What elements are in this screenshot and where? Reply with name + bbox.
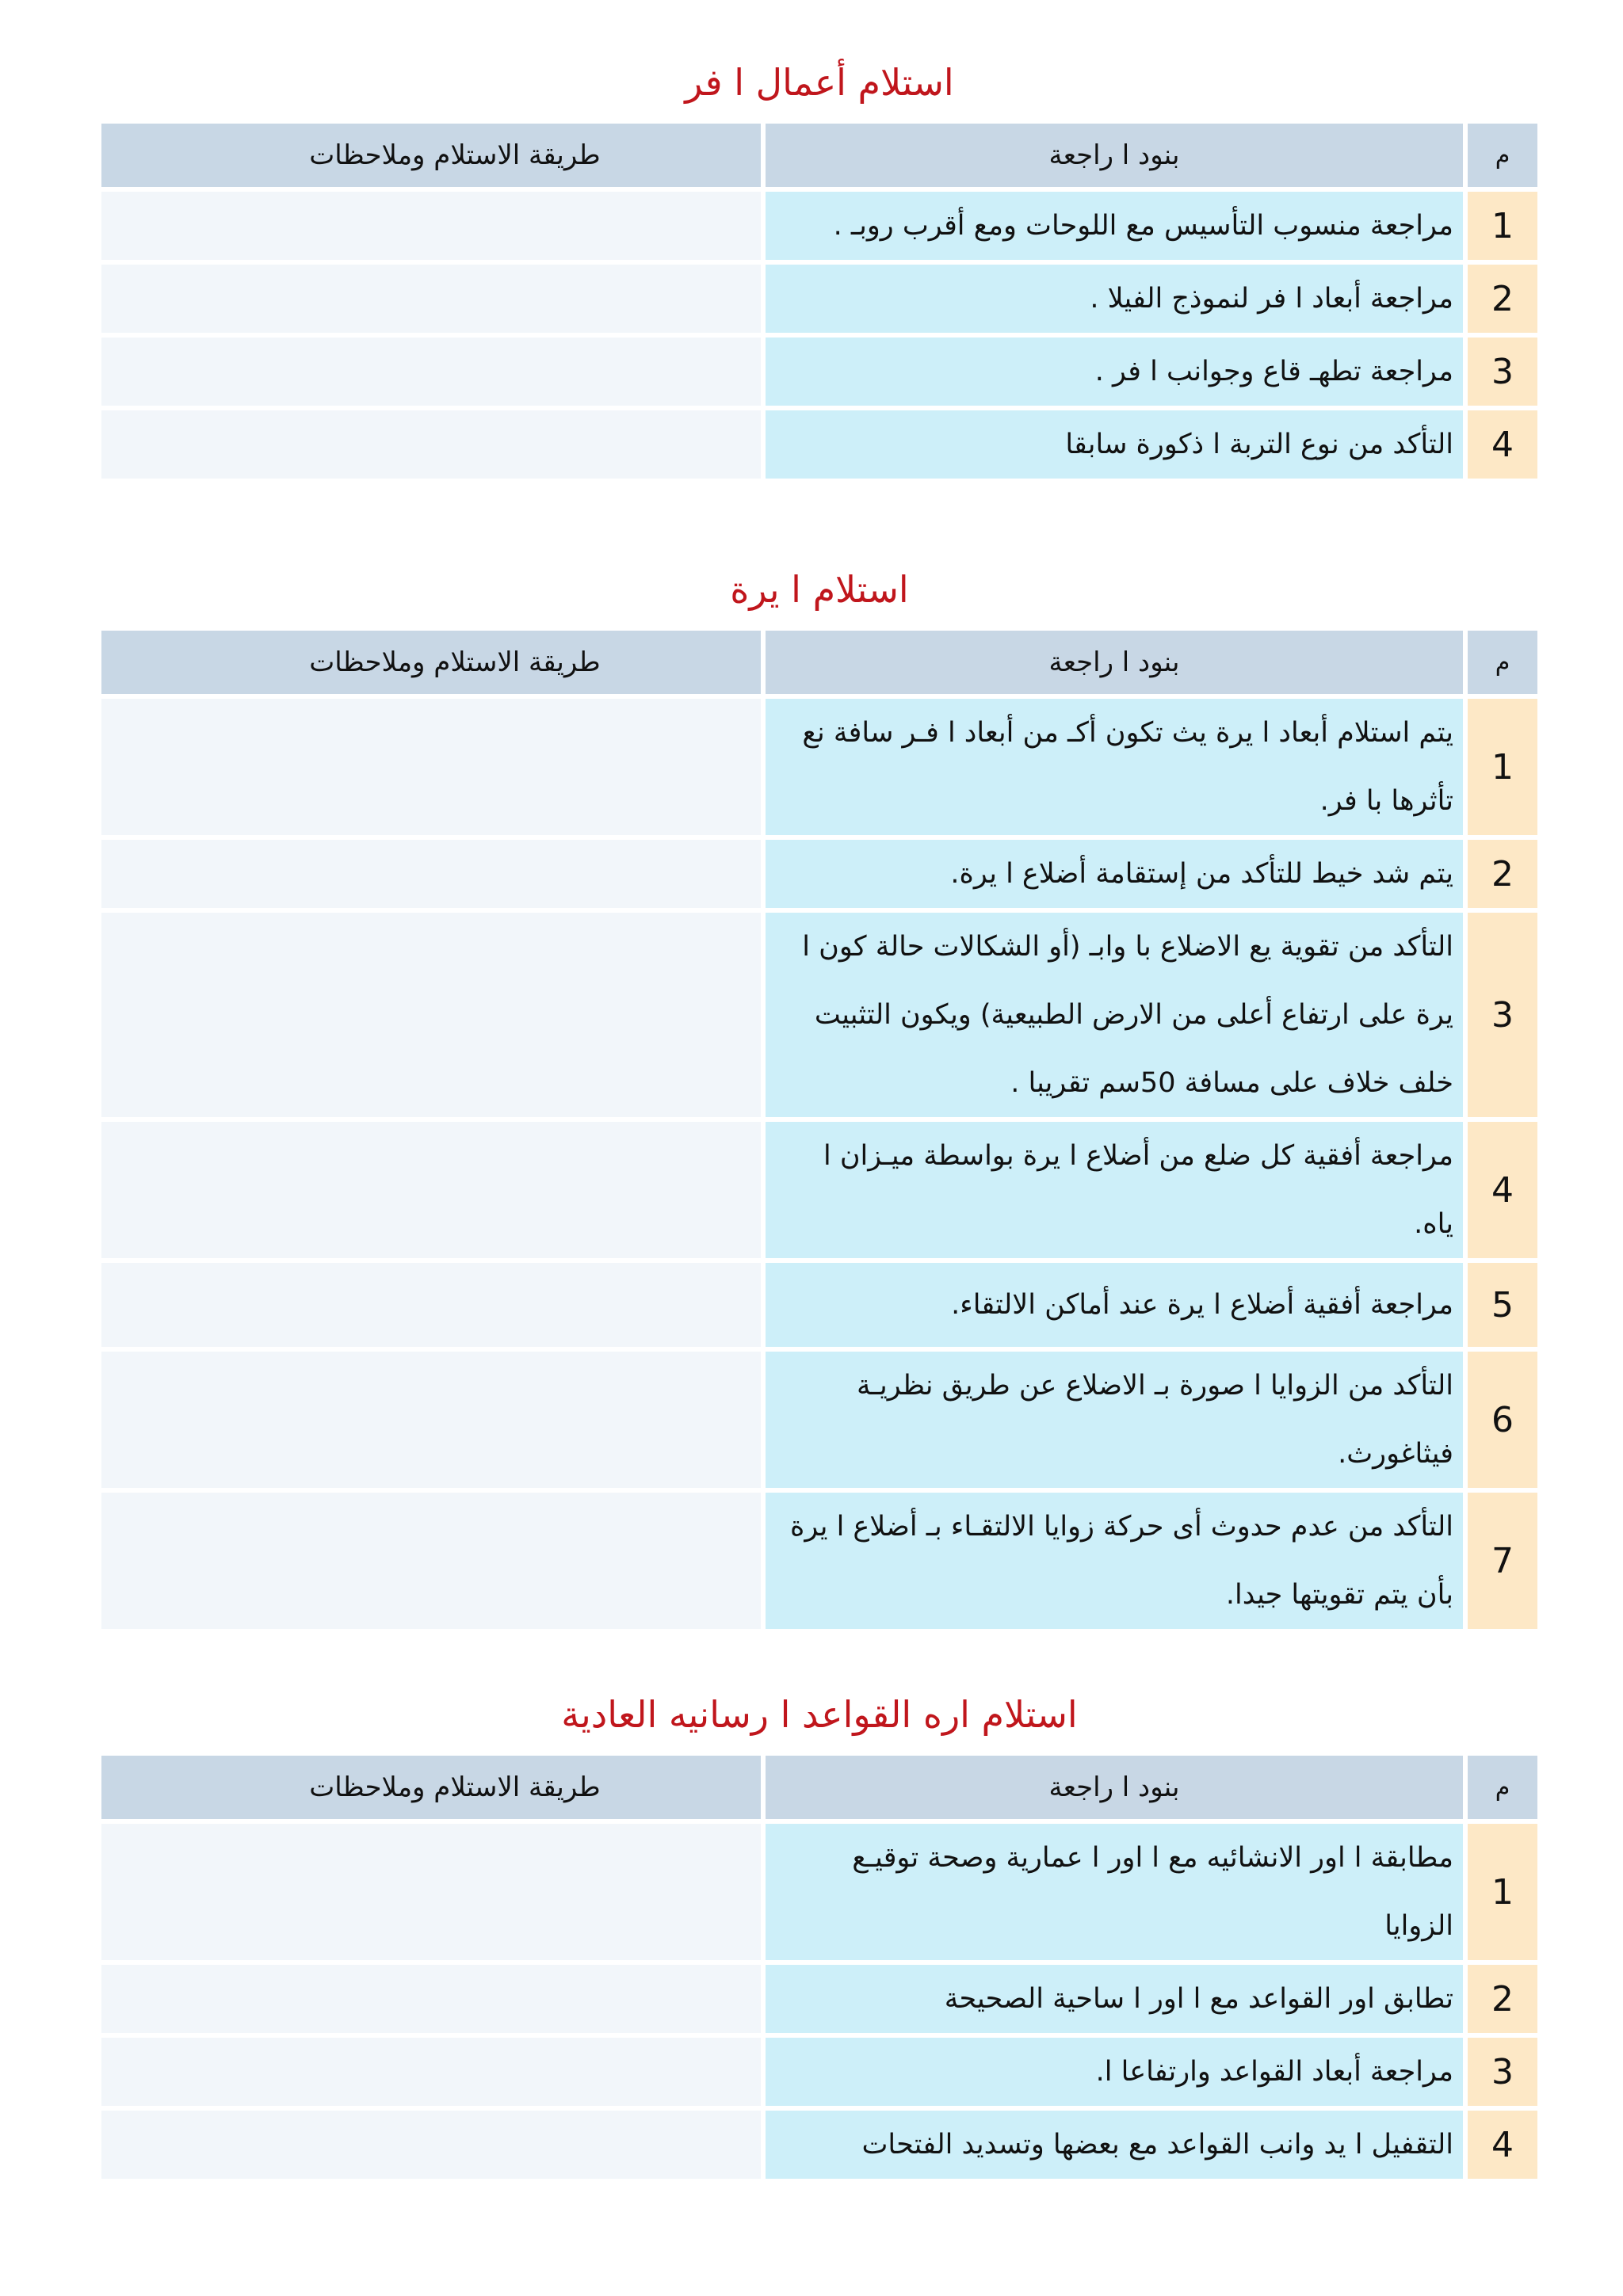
table-row bbox=[101, 192, 1537, 260]
table-row bbox=[101, 1965, 1537, 2033]
section-title: استلام أعمال ا فر bbox=[685, 61, 954, 104]
table-row bbox=[101, 265, 1537, 333]
row-number: 4 bbox=[1491, 424, 1514, 465]
table-row bbox=[101, 1493, 1537, 1629]
table-row bbox=[101, 1122, 1537, 1258]
section-batter-board bbox=[101, 553, 1537, 1634]
row-number: 3 bbox=[1491, 2051, 1514, 2092]
notes-cell bbox=[101, 1965, 761, 2033]
table-row bbox=[101, 410, 1537, 479]
row-number: 1 bbox=[1491, 205, 1514, 246]
item-text: مراجعة أبعاد ا فر لنموذج الفيلا . bbox=[1090, 283, 1453, 315]
table-row bbox=[101, 338, 1537, 406]
header-notes: طريقة الاستلام وملاحظات bbox=[309, 646, 601, 678]
table-row bbox=[101, 2038, 1537, 2106]
header-items: بنود ا راجعة bbox=[1048, 139, 1180, 171]
section-title: استلام ا يرة bbox=[730, 568, 909, 611]
notes-cell bbox=[101, 1493, 761, 1629]
row-number: 4 bbox=[1491, 2124, 1514, 2165]
item-text: مراجعة أفقية كل ضلع من أضلاع ا يرة بواسطة ميـزان ا ياه. bbox=[823, 1140, 1453, 1240]
notes-cell bbox=[101, 1122, 761, 1258]
item-text: التأكد من نوع التربة ا ذكورة سابقا bbox=[1065, 429, 1453, 460]
notes-cell bbox=[101, 1352, 761, 1488]
item-text: مراجعة أفقية أضلاع ا يرة عند أماكن الالتقاء. bbox=[951, 1289, 1453, 1321]
notes-cell bbox=[101, 699, 761, 835]
item-text: التقفيل ا يد وانب القواعد مع بعضها وتسديد الفتحات bbox=[861, 2129, 1453, 2161]
item-text: مراجعة تطهـ قاع وجوانب ا فر . bbox=[1094, 356, 1453, 387]
notes-cell bbox=[101, 410, 761, 479]
checklist-table bbox=[101, 626, 1537, 1634]
item-text: التأكد من الزوايا ا صورة بـ الاضلاع عن طريق نظريـة فيثاغورث. bbox=[857, 1370, 1453, 1470]
row-number: 1 bbox=[1491, 1871, 1514, 1913]
notes-cell bbox=[101, 338, 761, 406]
row-number: 4 bbox=[1491, 1169, 1514, 1211]
notes-cell bbox=[101, 265, 761, 333]
notes-cell bbox=[101, 2111, 761, 2179]
header-items: بنود ا راجعة bbox=[1048, 1772, 1180, 1803]
item-text: يتم شد خيط للتأكد من إستقامة أضلاع ا يرة. bbox=[950, 858, 1453, 890]
row-number: 2 bbox=[1491, 853, 1514, 894]
header-num: م bbox=[1495, 648, 1510, 677]
row-number: 2 bbox=[1491, 1978, 1514, 2019]
table-row bbox=[101, 1352, 1537, 1488]
table-row bbox=[101, 1824, 1537, 1960]
header-num: م bbox=[1495, 1773, 1510, 1802]
section-excavation bbox=[101, 46, 1537, 483]
item-text: مراجعة منسوب التأسيس مع اللوحات ومع أقرب روبـ . bbox=[833, 210, 1453, 242]
row-number: 1 bbox=[1491, 746, 1514, 788]
row-number: 2 bbox=[1491, 278, 1514, 319]
item-text: التأكد من تقوية يع الاضلاع با وابـ (أو الشكالات حالة كون ا يرة على ارتفاع أعلى من الارض الطبيعية) ويكون التثبيت خلف خلاف على مسافة 50سم تقريبا . bbox=[802, 931, 1453, 1099]
header-notes: طريقة الاستلام وملاحظات bbox=[309, 1772, 601, 1803]
row-number: 5 bbox=[1491, 1284, 1514, 1325]
table-header-row bbox=[101, 631, 1537, 694]
checklist-table bbox=[101, 1751, 1537, 2183]
notes-cell bbox=[101, 913, 761, 1117]
row-number: 6 bbox=[1491, 1399, 1514, 1440]
header-items: بنود ا راجعة bbox=[1048, 646, 1180, 678]
notes-cell bbox=[101, 1263, 761, 1347]
item-text: مطابقة ا اور الانشائيه مع ا اور ا عمارية وصحة توقيـع الزوايا bbox=[852, 1842, 1453, 1942]
item-text: تطابق اور القواعد مع ا اور ا ساحية الصحيحة bbox=[944, 1983, 1453, 2015]
item-text: يتم استلام أبعاد ا يرة يث تكون أكـ من أبعاد ا فـر سافة نع تأثرها با فر. bbox=[802, 717, 1453, 817]
table-header-row bbox=[101, 1756, 1537, 1819]
header-num: م bbox=[1495, 141, 1510, 170]
item-text: التأكد من عدم حدوث أى حركة زوايا الالتقـاء بـ أضلاع ا يرة بأن يتم تقويتها جيدا. bbox=[790, 1511, 1453, 1611]
notes-cell bbox=[101, 1824, 761, 1960]
notes-cell bbox=[101, 840, 761, 908]
table-header-row bbox=[101, 124, 1537, 187]
table-row bbox=[101, 2111, 1537, 2179]
row-number: 3 bbox=[1491, 351, 1514, 392]
section-footings-formwork bbox=[101, 1678, 1537, 2183]
table-row bbox=[101, 1263, 1537, 1347]
notes-cell bbox=[101, 2038, 761, 2106]
table-row bbox=[101, 840, 1537, 908]
item-text: مراجعة أبعاد القواعد وارتفاعا ا. bbox=[1095, 2056, 1453, 2088]
row-number: 7 bbox=[1491, 1540, 1514, 1581]
table-row bbox=[101, 699, 1537, 835]
checklist-table bbox=[101, 119, 1537, 483]
notes-cell bbox=[101, 192, 761, 260]
table-row bbox=[101, 913, 1537, 1117]
header-notes: طريقة الاستلام وملاحظات bbox=[309, 139, 601, 171]
row-number: 3 bbox=[1491, 994, 1514, 1035]
section-title: استلام اره القواعد ا رسانيه العادية bbox=[561, 1693, 1078, 1736]
